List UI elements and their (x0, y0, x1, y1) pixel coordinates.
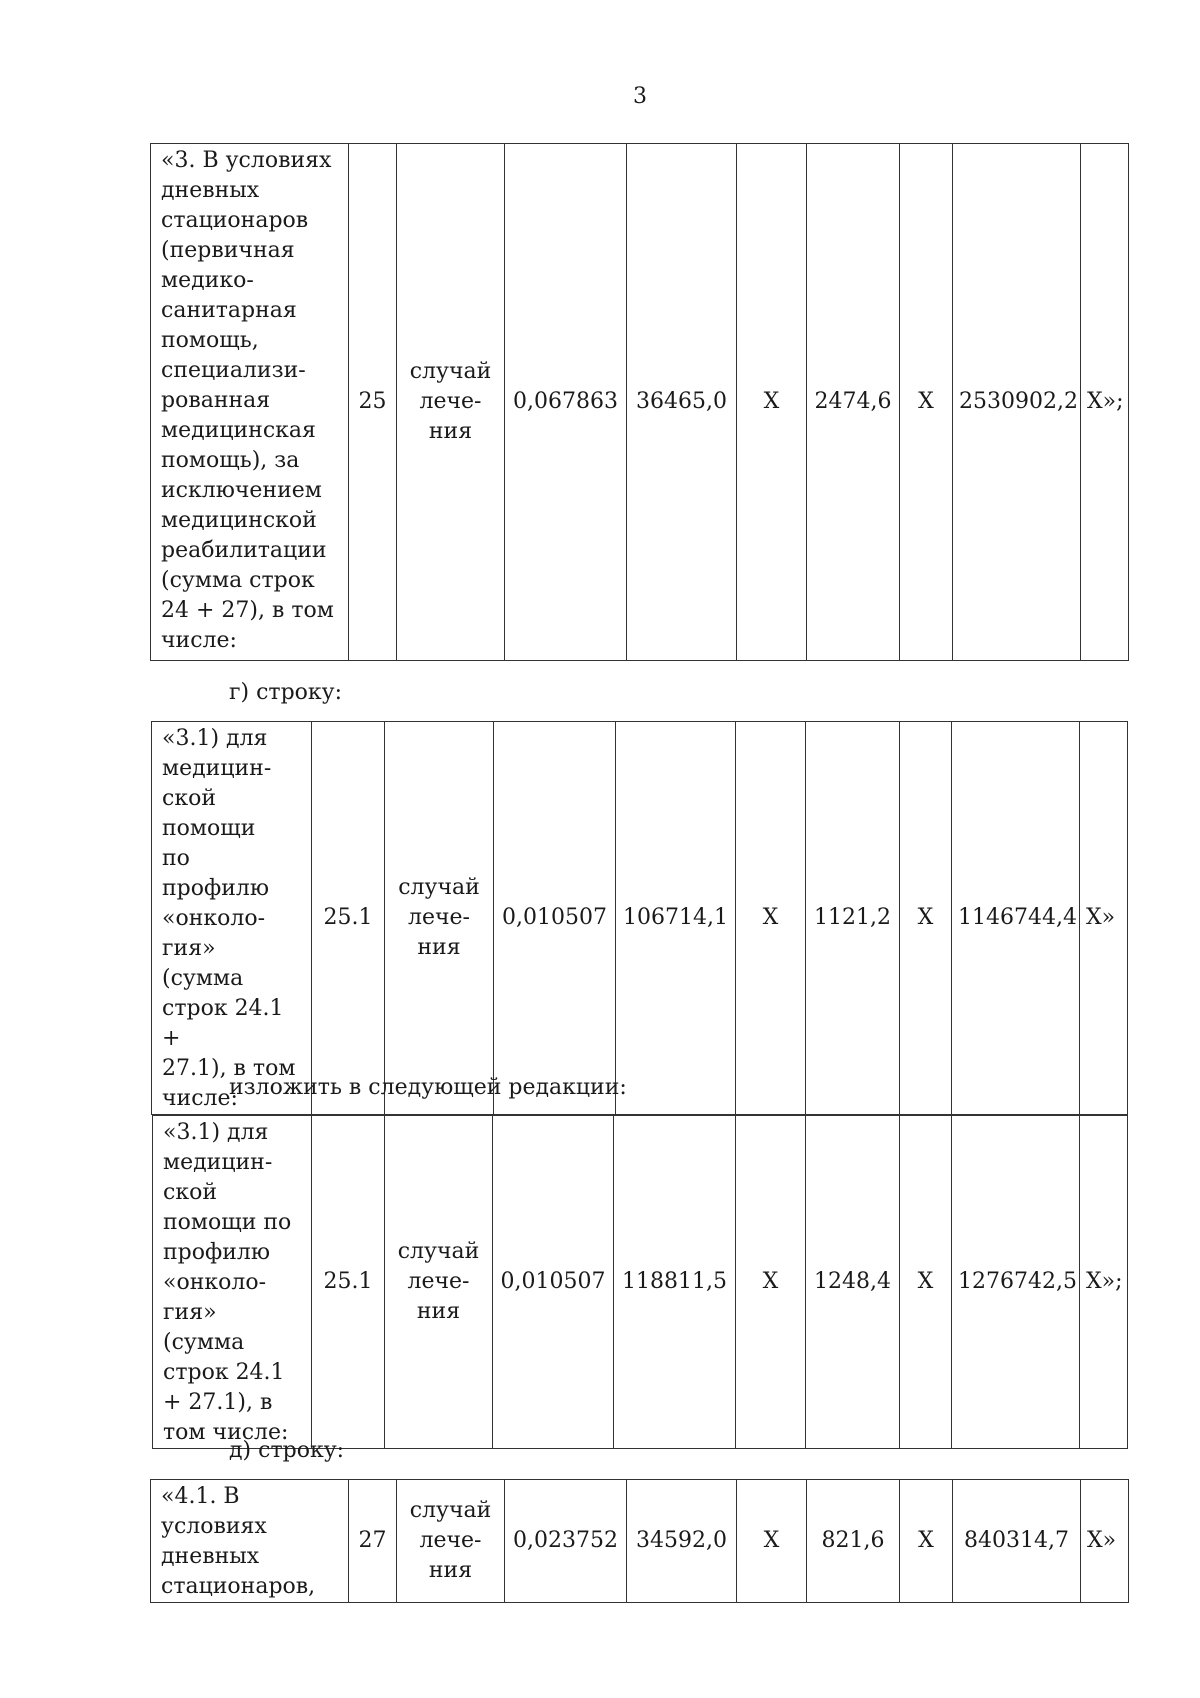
total-cell: 1276742,5 (952, 1116, 1080, 1449)
row-name-line: условиях (161, 1514, 267, 1539)
unit-cell (397, 144, 505, 661)
x-cell: Х (737, 144, 807, 661)
row-name-line: рованная (161, 388, 271, 413)
row-name-line: помощи (162, 816, 256, 841)
row-name-line: профилю (162, 876, 270, 901)
norm-cell: 0,023752 (505, 1480, 627, 1603)
row-name-line: гия» (сумма (162, 936, 244, 991)
row-name-line: «3.1) для (162, 726, 268, 751)
per-capita-cell: 2474,6 (807, 144, 900, 661)
row-number-cell: 25.1 (312, 722, 385, 1115)
x-cell: Х (737, 1480, 807, 1603)
row-name-line: (сумма строк (161, 568, 315, 593)
x-cell: Х (900, 722, 952, 1115)
row-name-line: специализи- (161, 358, 306, 383)
row-name-line: ской (162, 786, 216, 811)
row-name-line: ской (163, 1180, 217, 1205)
row-name-line: гия» (сумма (163, 1300, 245, 1355)
total-cell: 840314,7 (953, 1480, 1081, 1603)
row-name-cell (153, 1116, 312, 1449)
unit-line: ния (416, 1299, 461, 1324)
cost-cell: 34592,0 (627, 1480, 737, 1603)
row-name-line: строк 24.1 + (162, 996, 284, 1051)
row-name-line: строк 24.1 (163, 1360, 285, 1385)
cost-cell: 106714,1 (616, 722, 736, 1115)
row-name-line: дневных (161, 178, 260, 203)
row-name-line: помощи по (163, 1210, 292, 1235)
row-name-line: «4.1. В (161, 1484, 240, 1509)
row-name-line: стационаров, (161, 1574, 316, 1599)
row-name-line: санитарная (161, 298, 297, 323)
row-name-line: дневных (161, 1544, 260, 1569)
x-cell: Х (900, 1116, 952, 1449)
row-name-line: медицинская (161, 418, 316, 443)
table-row-25-1-old (151, 721, 1128, 1115)
total-cell: 2530902,2 (953, 144, 1081, 661)
row-number-cell: 25 (349, 144, 397, 661)
row-name-line: числе: (162, 1086, 238, 1111)
table-row-25 (150, 143, 1129, 661)
row-name-line: помощь), за (161, 448, 300, 473)
row-name-line: + 27.1), в (163, 1390, 273, 1415)
replace-instruction: изложить в следующей редакции: (229, 1075, 627, 1100)
row-name-line: помощь, (161, 328, 259, 353)
row-name-line: 24 + 27), в том (161, 598, 334, 623)
last-cell: Х» (1080, 722, 1128, 1115)
row-name-line: медицин- (163, 1150, 273, 1175)
cost-cell: 118811,5 (614, 1116, 736, 1449)
d-instruction: д) строку: (229, 1438, 345, 1463)
norm-cell: 0,010507 (494, 722, 616, 1115)
unit-line: лече- (407, 1269, 470, 1294)
row-number-cell: 27 (349, 1480, 397, 1603)
unit-line: лече- (419, 1528, 482, 1553)
row-name-line: «3. В условиях (161, 148, 332, 173)
row-name-line: числе: (161, 628, 237, 653)
table-row-25-1-new (152, 1115, 1128, 1449)
unit-line: случай (398, 875, 480, 900)
unit-line: ния (428, 1558, 473, 1583)
row-name-line: том числе: (163, 1420, 289, 1445)
unit-cell (397, 1480, 505, 1603)
x-cell: Х (900, 144, 953, 661)
last-cell: Х»; (1081, 144, 1129, 661)
x-cell: Х (900, 1480, 953, 1603)
per-capita-cell: 1121,2 (806, 722, 900, 1115)
row-name-line: «онколо- (163, 1270, 267, 1295)
x-cell: Х (736, 1116, 806, 1449)
row-name-line: стационаров (161, 208, 309, 233)
row-name-line: исключением (161, 478, 322, 503)
table-row-27 (150, 1479, 1129, 1603)
x-cell: Х (736, 722, 806, 1115)
unit-line: случай (409, 359, 492, 384)
row-name-line: реабилитации (161, 538, 327, 563)
per-capita-cell: 821,6 (807, 1480, 900, 1603)
row-name-line: медицин- (162, 756, 272, 781)
unit-line: ния (417, 935, 461, 960)
unit-cell (385, 722, 494, 1115)
row-name-line: медицинской (161, 508, 317, 533)
row-name-line: профилю (163, 1240, 271, 1265)
unit-line: лече- (419, 389, 482, 414)
row-name-line: (первичная (161, 238, 295, 263)
unit-cell (385, 1116, 493, 1449)
unit-line: ния (428, 419, 473, 444)
row-name-cell (152, 722, 312, 1115)
row-name-line: по (162, 846, 190, 871)
total-cell: 1146744,4 (952, 722, 1080, 1115)
unit-line: случай (397, 1239, 480, 1264)
unit-line: случай (409, 1498, 492, 1523)
last-cell: Х» (1081, 1480, 1129, 1603)
row-name-line: медико- (161, 268, 254, 293)
g-instruction: г) строку: (229, 680, 343, 705)
row-number-cell: 25.1 (312, 1116, 385, 1449)
norm-cell: 0,067863 (505, 144, 627, 661)
cost-cell: 36465,0 (627, 144, 737, 661)
page-number: 3 (633, 84, 647, 109)
per-capita-cell: 1248,4 (806, 1116, 900, 1449)
row-name-line: 27.1), в том (162, 1056, 296, 1081)
row-name-cell (151, 1480, 349, 1603)
row-name-line: «онколо- (162, 906, 266, 931)
norm-cell: 0,010507 (493, 1116, 614, 1449)
row-name-cell (151, 144, 349, 661)
row-name-line: «3.1) для (163, 1120, 269, 1145)
last-cell: Х»; (1080, 1116, 1128, 1449)
unit-line: лече- (408, 905, 470, 930)
